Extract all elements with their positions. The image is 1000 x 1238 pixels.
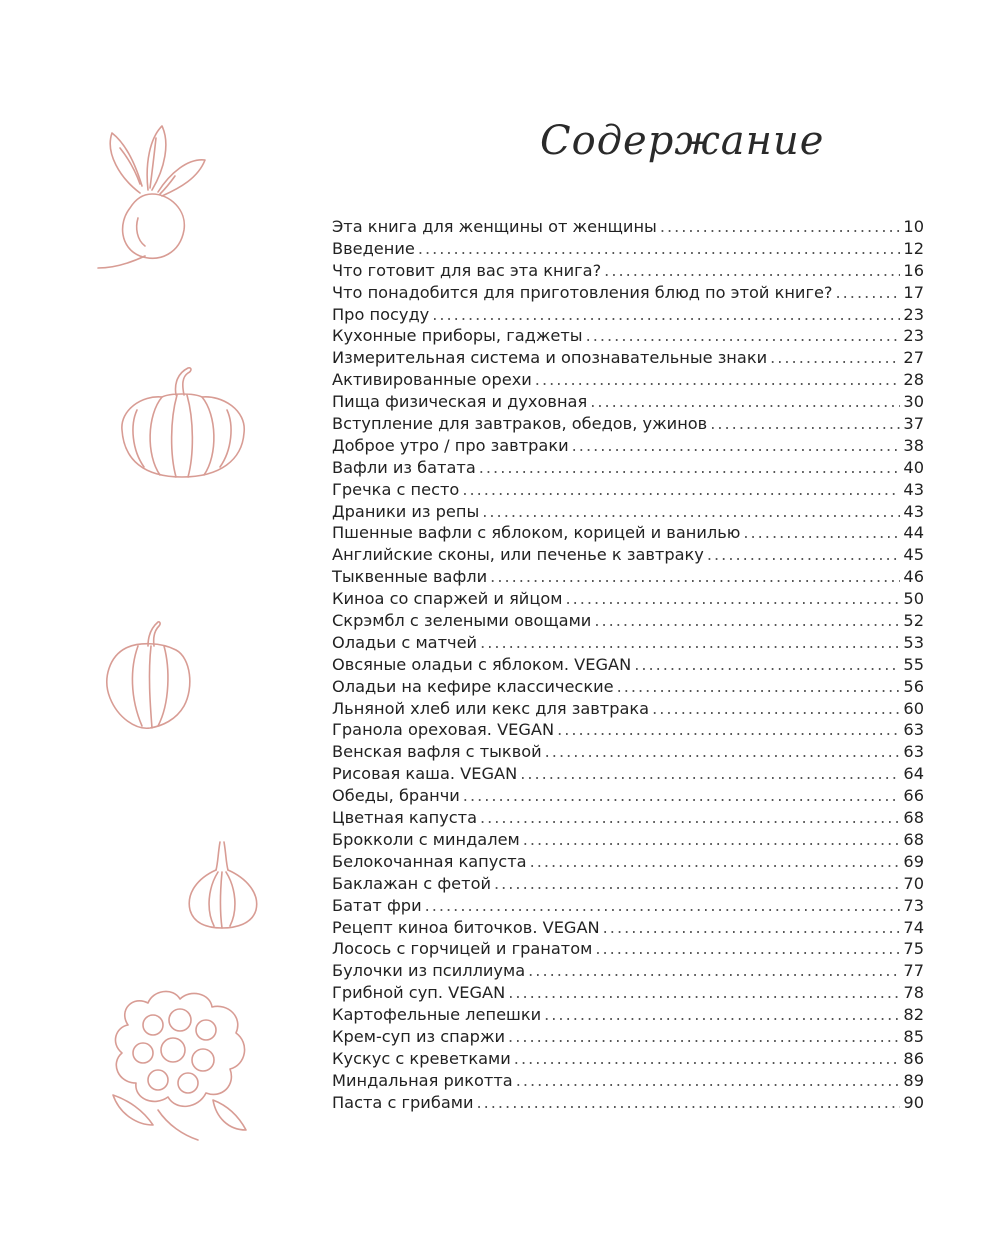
toc-leader-dots: [707, 544, 901, 566]
toc-entry-title: Драники из репы: [332, 501, 480, 521]
toc-entry-title: Белокочанная капуста: [332, 851, 527, 871]
pepper-illustration: [96, 618, 196, 733]
toc-entry-page: 43: [903, 479, 924, 499]
toc-leader-dots: [479, 457, 901, 479]
toc-entry: [332, 719, 924, 741]
toc-leader-dots: [508, 982, 900, 1004]
toc-entry-page: 90: [903, 1092, 924, 1112]
toc-entry-page: 89: [903, 1070, 924, 1090]
toc-entry: [332, 763, 924, 785]
toc-entry-title: Кускус с креветками: [332, 1048, 511, 1068]
toc-entry-page: 12: [903, 238, 924, 258]
toc-entry: [332, 260, 924, 282]
toc-leader-dots: [604, 260, 900, 282]
toc-entry-title: Про посуду: [332, 304, 430, 324]
toc-entry-page: 28: [903, 370, 924, 390]
toc-entry: [332, 435, 924, 457]
toc-leader-dots: [530, 851, 901, 873]
toc-entry-title: Паста с грибами: [332, 1092, 474, 1112]
toc-entry: [332, 632, 924, 654]
toc-leader-dots: [603, 917, 901, 939]
toc-entry: [332, 785, 924, 807]
toc-entry-title: Измерительная система и опознавательные знаки: [332, 348, 768, 368]
toc-leader-dots: [480, 632, 900, 654]
toc-leader-dots: [545, 741, 901, 763]
toc-entry: [332, 391, 924, 413]
toc-entry-page: 78: [903, 983, 924, 1003]
toc-entry: [332, 829, 924, 851]
toc-leader-dots: [565, 588, 900, 610]
toc-leader-dots: [770, 347, 900, 369]
toc-leader-dots: [508, 1026, 900, 1048]
toc-entry-page: 27: [903, 348, 924, 368]
toc-leader-dots: [572, 435, 901, 457]
toc-entry-page: 68: [903, 829, 924, 849]
toc-entry-page: 77: [903, 961, 924, 981]
toc-leader-dots: [520, 763, 900, 785]
toc-entry: [332, 873, 924, 895]
toc-entry: [332, 238, 924, 260]
toc-entry: [332, 479, 924, 501]
toc-entry: [332, 851, 924, 873]
toc-leader-dots: [494, 873, 900, 895]
toc-entry-page: 17: [903, 282, 924, 302]
toc-entry-page: 69: [903, 851, 924, 871]
toc-entry: [332, 807, 924, 829]
toc-entry: [332, 282, 924, 304]
toc-entry-page: 66: [903, 786, 924, 806]
toc-entry-page: 73: [903, 895, 924, 915]
toc-entry-page: 55: [903, 654, 924, 674]
toc-entry: [332, 610, 924, 632]
toc-entry-page: 23: [903, 304, 924, 324]
toc-entry: [332, 325, 924, 347]
toc-entry-page: 45: [903, 545, 924, 565]
toc-leader-dots: [710, 413, 900, 435]
toc-entry: [332, 741, 924, 763]
toc-entry-title: Эта книга для женщины от женщины: [332, 217, 657, 236]
toc-entry-title: Что готовит для вас эта книга?: [332, 260, 602, 280]
toc-leader-dots: [535, 369, 901, 391]
toc-leader-dots: [743, 522, 900, 544]
toc-entry-title: Булочки из псиллиума: [332, 961, 526, 981]
toc-entry-title: Лосось с горчицей и гранатом: [332, 939, 593, 959]
garlic-illustration: [180, 838, 264, 930]
toc-leader-dots: [514, 1048, 901, 1070]
toc-entry-page: 70: [903, 873, 924, 893]
toc-entry-title: Вступление для завтраков, обедов, ужинов: [332, 414, 708, 434]
toc-leader-dots: [557, 719, 900, 741]
toc-entry-title: Английские сконы, или печенье к завтраку: [332, 545, 704, 565]
toc-entry-title: Брокколи с миндалем: [332, 829, 520, 849]
toc-entry: [332, 522, 924, 544]
toc-leader-dots: [590, 391, 900, 413]
toc-entry-title: Льняной хлеб или кекс для завтрака: [332, 698, 650, 718]
toc-entry-page: 10: [903, 217, 924, 236]
toc-leader-dots: [516, 1070, 901, 1092]
toc-entry: [332, 304, 924, 326]
toc-entry-page: 64: [903, 764, 924, 784]
toc-entry-page: 82: [903, 1005, 924, 1025]
toc-entry-page: 68: [903, 808, 924, 828]
beet-illustration: [90, 118, 215, 273]
toc-entry: [332, 1048, 924, 1070]
toc-entry-title: Введение: [332, 238, 415, 258]
toc-entry-title: Картофельные лепешки: [332, 1005, 542, 1025]
pumpkin-illustration: [102, 365, 262, 485]
toc-leader-dots: [586, 325, 901, 347]
toc-entry-title: Гранола ореховая. VEGAN: [332, 720, 555, 740]
toc-entry-title: Грибной суп. VEGAN: [332, 983, 506, 1003]
toc-leader-dots: [476, 1092, 900, 1114]
toc-leader-dots: [652, 698, 900, 720]
toc-entry-title: Что понадобится для приготовления блюд по этой книге?: [332, 282, 833, 302]
toc-entry-page: 52: [903, 611, 924, 631]
toc-leader-dots: [523, 829, 901, 851]
toc-entry-page: 23: [903, 326, 924, 346]
toc-entry-title: Кухонные приборы, гаджеты: [332, 326, 583, 346]
toc-entry: [332, 654, 924, 676]
toc-entry: [332, 895, 924, 917]
toc-entry: [332, 544, 924, 566]
toc-entry-title: Активированные орехи: [332, 370, 532, 390]
toc-entry-title: Оладьи с матчей: [332, 632, 478, 652]
toc-entry-title: Скрэмбл с зелеными овощами: [332, 611, 592, 631]
toc-entry-title: Рисовая каша. VEGAN: [332, 764, 518, 784]
toc-entry: [332, 1026, 924, 1048]
toc-leader-dots: [462, 479, 900, 501]
toc-leader-dots: [660, 216, 901, 238]
toc-entry-title: Киноа со спаржей и яйцом: [332, 589, 563, 609]
toc-entry: [332, 216, 924, 238]
table-of-contents: [332, 216, 924, 1114]
toc-entry-title: Венская вафля с тыквой: [332, 742, 542, 762]
toc-entry: [332, 369, 924, 391]
toc-entry: [332, 917, 924, 939]
toc-entry-page: 46: [903, 567, 924, 587]
toc-leader-dots: [528, 960, 900, 982]
toc-leader-dots: [544, 1004, 900, 1026]
toc-entry-title: Оладьи на кефире классические: [332, 676, 614, 696]
toc-entry: [332, 566, 924, 588]
toc-entry: [332, 588, 924, 610]
toc-entry-page: 86: [903, 1048, 924, 1068]
toc-entry-page: 74: [903, 917, 924, 937]
toc-leader-dots: [463, 785, 901, 807]
toc-leader-dots: [595, 938, 900, 960]
toc-entry-page: 63: [903, 720, 924, 740]
toc-entry: [332, 676, 924, 698]
toc-entry-page: 56: [903, 676, 924, 696]
toc-leader-dots: [480, 807, 900, 829]
toc-entry-title: Доброе утро / про завтраки: [332, 435, 569, 455]
toc-leader-dots: [634, 654, 900, 676]
toc-entry-title: Обеды, бранчи: [332, 786, 460, 806]
toc-entry-page: 44: [903, 523, 924, 543]
toc-entry-title: Баклажан с фетой: [332, 873, 491, 893]
toc-entry: [332, 501, 924, 523]
toc-entry: [332, 1004, 924, 1026]
toc-leader-dots: [482, 501, 900, 523]
toc-entry-page: 16: [903, 260, 924, 280]
toc-leader-dots: [432, 304, 900, 326]
toc-entry-title: Цветная капуста: [332, 808, 477, 828]
toc-entry-page: 40: [903, 457, 924, 477]
toc-entry-page: 60: [903, 698, 924, 718]
toc-entry-title: Рецепт киноа биточков. VEGAN: [332, 917, 600, 937]
toc-entry-title: Батат фри: [332, 895, 422, 915]
toc-entry: [332, 938, 924, 960]
toc-entry: [332, 1092, 924, 1114]
toc-entry-page: 75: [903, 939, 924, 959]
toc-entry: [332, 413, 924, 435]
page-title: Содержание: [540, 118, 825, 164]
toc-entry-title: Вафли из батата: [332, 457, 476, 477]
toc-leader-dots: [418, 238, 901, 260]
toc-leader-dots: [594, 610, 900, 632]
toc-entry-page: 38: [903, 435, 924, 455]
toc-entry-title: Овсяные оладьи с яблоком. VEGAN: [332, 654, 632, 674]
toc-entry: [332, 698, 924, 720]
toc-entry-title: Гречка с песто: [332, 479, 460, 499]
toc-leader-dots: [425, 895, 901, 917]
toc-entry-page: 63: [903, 742, 924, 762]
toc-entry: [332, 347, 924, 369]
toc-leader-dots: [617, 676, 901, 698]
toc-entry-page: 50: [903, 589, 924, 609]
toc-entry-title: Тыквенные вафли: [332, 567, 488, 587]
toc-entry: [332, 1070, 924, 1092]
toc-entry-title: Крем-суп из спаржи: [332, 1026, 506, 1046]
toc-entry: [332, 982, 924, 1004]
toc-entry-page: 85: [903, 1026, 924, 1046]
toc-entry: [332, 457, 924, 479]
toc-entry-page: 53: [903, 632, 924, 652]
toc-entry-page: 43: [903, 501, 924, 521]
toc-entry-title: Пшенные вафли с яблоком, корицей и ванилью: [332, 523, 741, 543]
toc-entry-title: Пища физическая и духовная: [332, 392, 588, 412]
toc-entry-title: Миндальная рикотта: [332, 1070, 513, 1090]
toc-leader-dots: [836, 282, 901, 304]
toc-entry-page: 30: [903, 392, 924, 412]
toc-entry-page: 37: [903, 414, 924, 434]
cauliflower-illustration: [98, 985, 256, 1145]
toc-entry: [332, 960, 924, 982]
toc-leader-dots: [490, 566, 900, 588]
